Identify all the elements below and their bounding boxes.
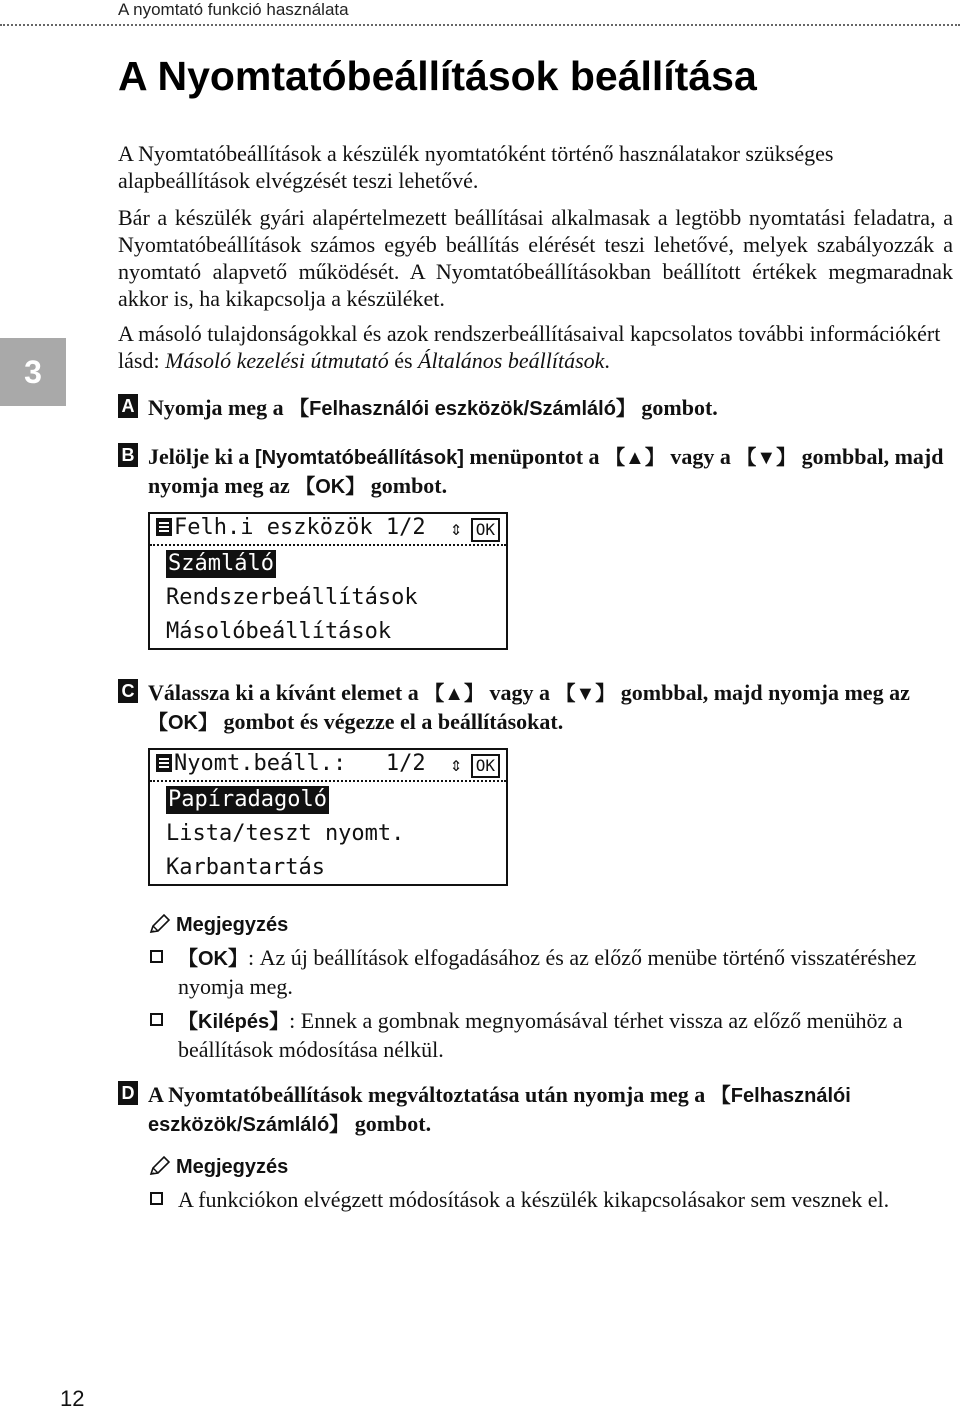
step-3-text [148, 679, 953, 737]
chapter-tab: 3 [0, 338, 66, 406]
intro-p3-and: és [388, 348, 419, 373]
key-up: 【▲】 [605, 447, 665, 469]
key-ok: 【OK】 [295, 476, 366, 498]
step-4-pre: A Nyomtatóbeállítások megváltoztatása után nyomja meg a [148, 1082, 711, 1107]
lcd-item-selected: Papíradagoló [168, 787, 327, 812]
intro-p3-text: A másoló tulajdonságokkal és azok rendszerbeállításaival kapcsolatos további információkért lásd: [118, 321, 941, 373]
page-title: A Nyomtatóbeállítások beállítása [118, 53, 757, 99]
lcd-item: Karbantartás [166, 855, 325, 880]
step-3-mid: gombbal, majd nyomja meg az [615, 680, 910, 705]
lcd-screen-user-tools [148, 512, 508, 650]
intro-paragraph-2: Bár a készülék gyári alapértelmezett beállításai alkalmasak a legtöbb nyomtatási feladatra, a Nyomtatóbeállítások számos egyéb beállítás elérését teszi lehetővé, melyek szabályozzák a nyomtató alapvető működését. A Nyomtatóbeállításokban beállított értékek megmaradnak akkor is, ha kikapcsolja a készüléket. [118, 205, 953, 311]
lcd-header-text: Nyomt.beáll.: 1/2 [174, 751, 426, 776]
lcd-ok-button: OK [471, 754, 500, 778]
key-up: 【▲】 [424, 683, 484, 705]
step-2-text [148, 443, 953, 501]
lcd-ok-button: OK [471, 518, 500, 542]
reference-general-settings: Általános beállítások [418, 348, 605, 373]
step-1-post: gombot. [635, 395, 718, 420]
lcd-header [156, 750, 426, 778]
key-user-tools: 【Felhasználói eszközök/Számláló】 [148, 1085, 851, 1136]
step-2-badge: B [118, 443, 138, 467]
step-2-pre: Jelölje ki a [148, 444, 255, 469]
step-4-post: gombot. [349, 1111, 432, 1136]
lcd-divider [150, 544, 506, 546]
menu-list-icon [156, 754, 172, 772]
lcd-item: Lista/teszt nyomt. [166, 821, 405, 846]
step-2-mid: menüpontot a [463, 444, 606, 469]
lcd-header-text: Felh.i eszközök 1/2 [174, 515, 426, 540]
lcd-item-selected: Számláló [168, 551, 274, 576]
intro-paragraph-3 [118, 320, 953, 374]
page-number: 12 [60, 1386, 85, 1411]
menu-list-icon [156, 518, 172, 536]
step-3-badge: C [118, 679, 138, 703]
step-1-pre: Nyomja meg a [148, 395, 290, 420]
header-rule [0, 24, 960, 26]
lcd-header [156, 514, 426, 542]
checkbox-bullet-icon [150, 1192, 163, 1205]
key-down: 【▼】 [555, 683, 616, 705]
note-item [148, 1186, 953, 1213]
step-1-text [148, 394, 953, 423]
intro-paragraph-1: A Nyomtatóbeállítások a készülék nyomtatóként történő használatakor szükséges alapbeállítások elvégzését teszi lehetővé. [118, 141, 834, 193]
reference-copier-guide: Másoló kezelési útmutató [165, 348, 389, 373]
running-head: A nyomtató funkció használata [118, 0, 349, 19]
checkbox-bullet-icon [150, 950, 163, 963]
scroll-updown-icon: ⇕ [449, 752, 462, 776]
key-ok: 【OK】 [178, 948, 248, 970]
step-3-post: gombot és végezze el a beállításokat. [218, 709, 564, 734]
note-item [148, 1007, 953, 1063]
note-heading [148, 912, 288, 938]
step-2-post: gombot. [365, 473, 448, 498]
note-item-text: : Ennek a gombnak megnyomásával térhet vissza az előző menühöz a beállítások módosítása nélkül. [178, 1008, 903, 1062]
intro-p3-end: . [604, 348, 610, 373]
key-exit: 【Kilépés】 [178, 1011, 290, 1033]
key-down: 【▼】 [736, 447, 797, 469]
key-user-tools: 【Felhasználói eszközök/Számláló】 [289, 398, 636, 420]
key-ok: 【OK】 [148, 712, 218, 734]
note-heading-text: Megjegyzés [176, 914, 289, 936]
note-item-text: A funkciókon elvégzett módosítások a készülék kikapcsolásakor sem vesznek el. [178, 1187, 890, 1212]
note-heading [148, 1154, 288, 1180]
note-item-text: : Az új beállítások elfogadásához és az előző menübe történő visszatéréshez nyomja meg. [178, 945, 917, 999]
lcd-item: Rendszerbeállítások [166, 585, 418, 610]
lcd-item: Másolóbeállítások [166, 619, 392, 644]
key-printer-settings: [Nyomtatóbeállítások] [254, 447, 464, 469]
step-3-or: vagy a [484, 680, 556, 705]
step-3-pre: Válassza ki a kívánt elemet a [148, 680, 425, 705]
step-4-text [148, 1081, 953, 1139]
step-2-mid2: gombbal, majd nyomja meg az [148, 444, 944, 498]
scroll-updown-icon: ⇕ [449, 516, 462, 540]
pencil-icon [148, 913, 172, 935]
checkbox-bullet-icon [150, 1013, 163, 1026]
lcd-divider [150, 780, 506, 782]
lcd-screen-printer-settings [148, 748, 508, 886]
step-1-badge: A [118, 394, 138, 418]
step-2-or: vagy a [664, 444, 737, 469]
step-4-badge: D [118, 1081, 138, 1105]
note-item [148, 944, 953, 1000]
pencil-icon [148, 1155, 172, 1177]
note-heading-text: Megjegyzés [176, 1156, 289, 1178]
